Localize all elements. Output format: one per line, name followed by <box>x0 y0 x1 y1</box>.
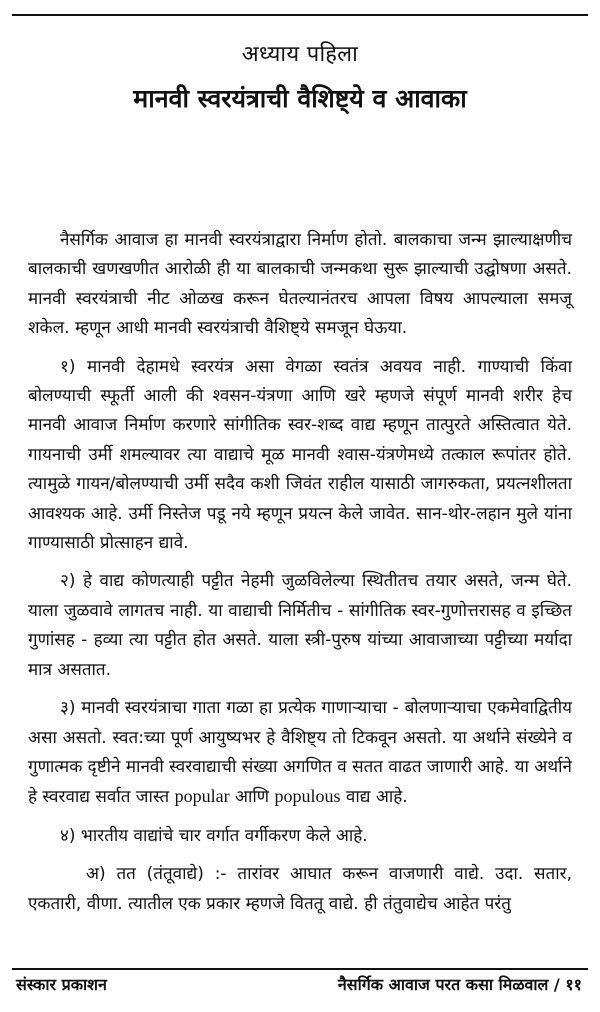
top-rule <box>12 14 588 16</box>
chapter-label: अध्याय पहिला <box>241 42 359 67</box>
footer-book-page: नैसर्गिक आवाज परत कसा मिळवाल / ११ <box>337 975 582 994</box>
point-3-text-end: वाद्य आहे. <box>345 787 408 808</box>
footer-publisher: संस्कार प्रकाशन <box>16 975 107 994</box>
point-3-text-mid: आणि <box>234 787 270 808</box>
body-text <box>28 226 572 919</box>
point-4a-paragraph: अ) तत (तंतूवाद्ये) :- तारांवर आघात करून वाजणारी वाद्ये. उदा. सतार, एकतारी, वीणा. त्यातील एक प्रकार म्हणजे विततू वाद्ये. ही तंतुवाद्येच आहेत परंतु <box>28 864 572 914</box>
footer-rule <box>12 968 588 970</box>
point-3-paragraph <box>28 694 572 813</box>
chapter-title: मानवी स्वरयंत्राची वैशिष्ट्ये व आवाका <box>133 84 467 113</box>
point-1-paragraph: १) मानवी देहामधे स्वरयंत्र असा वेगळा स्वतंत्र अवयव नाही. गाण्याची किंवा बोलण्याची स्फूर्ती आली की श्वसन-यंत्रणा आणि खरे म्हणजे संपूर्ण मानवी शरीर हेच मानवी आवाज निर्माण करणारे सांगीतिक स्वर-शब्द वाद्य म्हणून तात्पुरते अस्तित्वात येते. गायनाची उर्मी शमल्यावर त्या वाद्याचे मूळ मानवी श्वास-यंत्रणेमध्ये तत्काल रूपांतर होते. त्यामुळे गायन/बोलण्याची उर्मी सदैव कशी जिवंत राहील यासाठी जागरुकता, प्रयत्नशीलता आवश्यक आहे. उर्मी निस्तेज पडू नये म्हणून प्रयत्न केले जावेत. सान-थोर-लहान मुले यांना गाण्यासाठी प्रोत्साहन द्यावे. <box>28 356 572 554</box>
intro-paragraph: नैसर्गिक आवाज हा मानवी स्वरयंत्राद्वारा निर्माण होतो. बालकाचा जन्म झाल्याक्षणीच बालकाची खणखणीत आरोळी ही या बालकाची जन्मकथा सुरू झाल्याची उद्घोषणा असते. मानवी स्वरयंत्राची नीट ओळख करून घेतल्यानंतरच आपला विषय आपल्याला समजू शकेल. म्हणून आधी मानवी स्वरयंत्राची वैशिष्ट्ये समजून घेऊया. <box>28 230 572 339</box>
english-word-populous: populous <box>274 786 341 807</box>
point-4-paragraph: ४) भारतीय वाद्यांचे चार वर्गात वर्गीकरण केले आहे. <box>60 825 368 846</box>
point-3-text-start: ३) मानवी स्वरयंत्राचा गाता गळा हा प्रत्येक गाणाऱ्याचा - बोलणाऱ्याचा एकमेवाद्वितीय असा असतो. स्वत:च्या पूर्ण आयुष्यभर हे वैशिष्ट्य तो टिकवून असतो. या अर्थाने संख्येने व गुणात्मक दृष्टीने मानवी स्वरवाद्याची संख्या अगणित व सतत वाढत जाणारी आहे. या अर्थाने हे स्वरवाद्य सर्वात जास्त <box>28 698 572 808</box>
english-word-popular: popular <box>174 786 230 807</box>
point-2-paragraph: २) हे वाद्य कोणत्याही पट्टीत नेहमी जुळविलेल्या स्थितीतच तयार असते, जन्म घेते. याला जुळवावे लागतच नाही. या वाद्याची निर्मितीच - सांगीतिक स्वर-गुणोत्तरासह व इच्छित गुणांसह - हव्या त्या पट्टीत होत असते. याला स्त्री-पुरुष यांच्या आवाजाच्या पट्टीच्या मर्यादा मात्र असतात. <box>28 571 572 680</box>
